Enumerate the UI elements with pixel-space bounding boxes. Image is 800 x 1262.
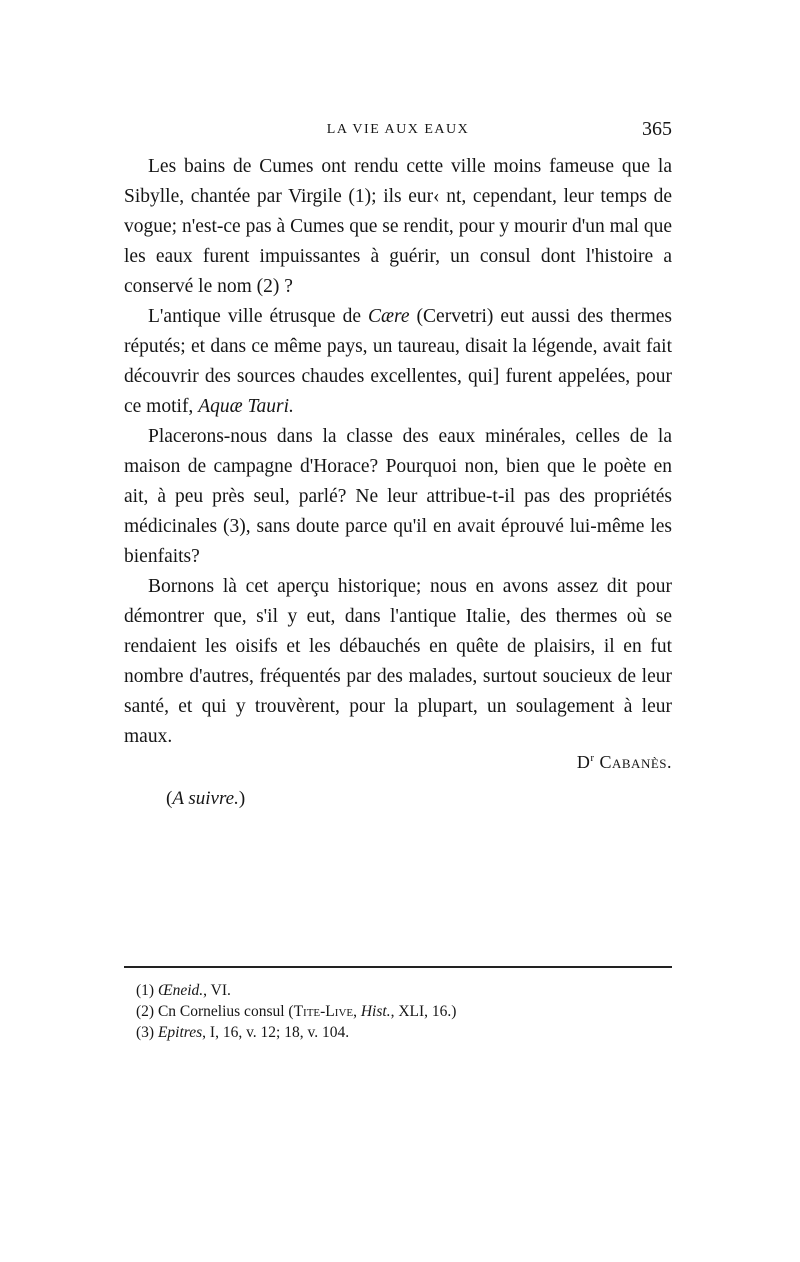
text-run: , XLI, 16.)	[390, 1003, 457, 1020]
text-run: ,	[353, 1003, 361, 1020]
text-run: Epitres	[157, 1024, 203, 1041]
paragraph	[124, 302, 672, 422]
signature-name: Cabanès.	[599, 752, 672, 772]
text-run: Hist.	[360, 1003, 391, 1020]
paragraph	[124, 422, 672, 572]
text-run: Bornons là cet aperçu historique; nous en avons assez dit pour démontrer que, s'il y eut, dans l'antique Italie, des thermes où se rendaient les oisifs et les débauchés en quête de plaisirs, il en fut nombre d'autres, fréquentés par des malades, surtout soucieux de leur santé, et qui y trouvèrent, pour la plupart, un soulagement à leur maux.	[124, 576, 672, 747]
running-head	[124, 118, 672, 144]
author-signature	[577, 752, 672, 773]
footnote	[136, 980, 666, 1001]
text-run: Placerons-nous dans la classe des eaux minérales, celles de la maison de campagne d'Horace? Pourquoi non, bien que le poète en ait, à peu près seul, parlé? Ne leur attribue-t-il pas des propriétés médicinales (3), sans doute parce qu'il en avait éprouvé lui-même les bienfaits?	[124, 426, 672, 567]
text-run: (Cervetri) eut aussi des thermes réputés; et dans ce même pays, un taureau, disait la légende, avait fait découvrir des sources chaudes excellentes, qui] furent appelées, pour ce motif,	[124, 306, 672, 417]
footnote	[136, 1001, 666, 1022]
text-run: Tite-Live	[293, 1003, 354, 1020]
text-run: , I, 16, v. 12; 18, v. 104.	[202, 1024, 350, 1041]
to-be-continued	[166, 788, 245, 810]
footnotes	[136, 980, 666, 1043]
signature-title: D	[576, 752, 591, 772]
running-title: LA VIE AUX EAUX	[326, 122, 470, 137]
text-run: Les bains de Cumes ont rendu cette ville moins fameuse que la Sibylle, chantée par Virgile (1); ils eur‹ nt, cependant, leur temps de vogue; n'est-ce pas à Cumes que se rendit, pour y mourir d'un mal que les eaux furent impuissantes à guérir, un consul dont l'histoire a conservé le nom (2) ?	[124, 156, 672, 297]
text-run: , VI.	[203, 982, 231, 999]
text-run: Aquæ Tauri.	[198, 396, 294, 417]
body-text	[124, 152, 672, 752]
to-be-continued-close: )	[238, 788, 246, 809]
to-be-continued-open: (	[166, 788, 173, 809]
text-run: Œneid.	[157, 982, 204, 999]
text-run: Cære	[367, 306, 410, 327]
paragraph	[124, 572, 672, 752]
text-run: L'antique ville étrusque de	[148, 306, 368, 327]
text-run: (2) Cn Cornelius consul (	[136, 1003, 294, 1020]
footnote-divider	[124, 966, 672, 968]
signature-title-superscript: r	[590, 752, 595, 764]
paragraph	[124, 152, 672, 302]
text-run: (1)	[136, 982, 158, 999]
to-be-continued-text: A suivre.	[172, 788, 239, 809]
text-run: (3)	[136, 1024, 158, 1041]
page-number: 365	[642, 118, 672, 140]
footnote	[136, 1022, 666, 1043]
